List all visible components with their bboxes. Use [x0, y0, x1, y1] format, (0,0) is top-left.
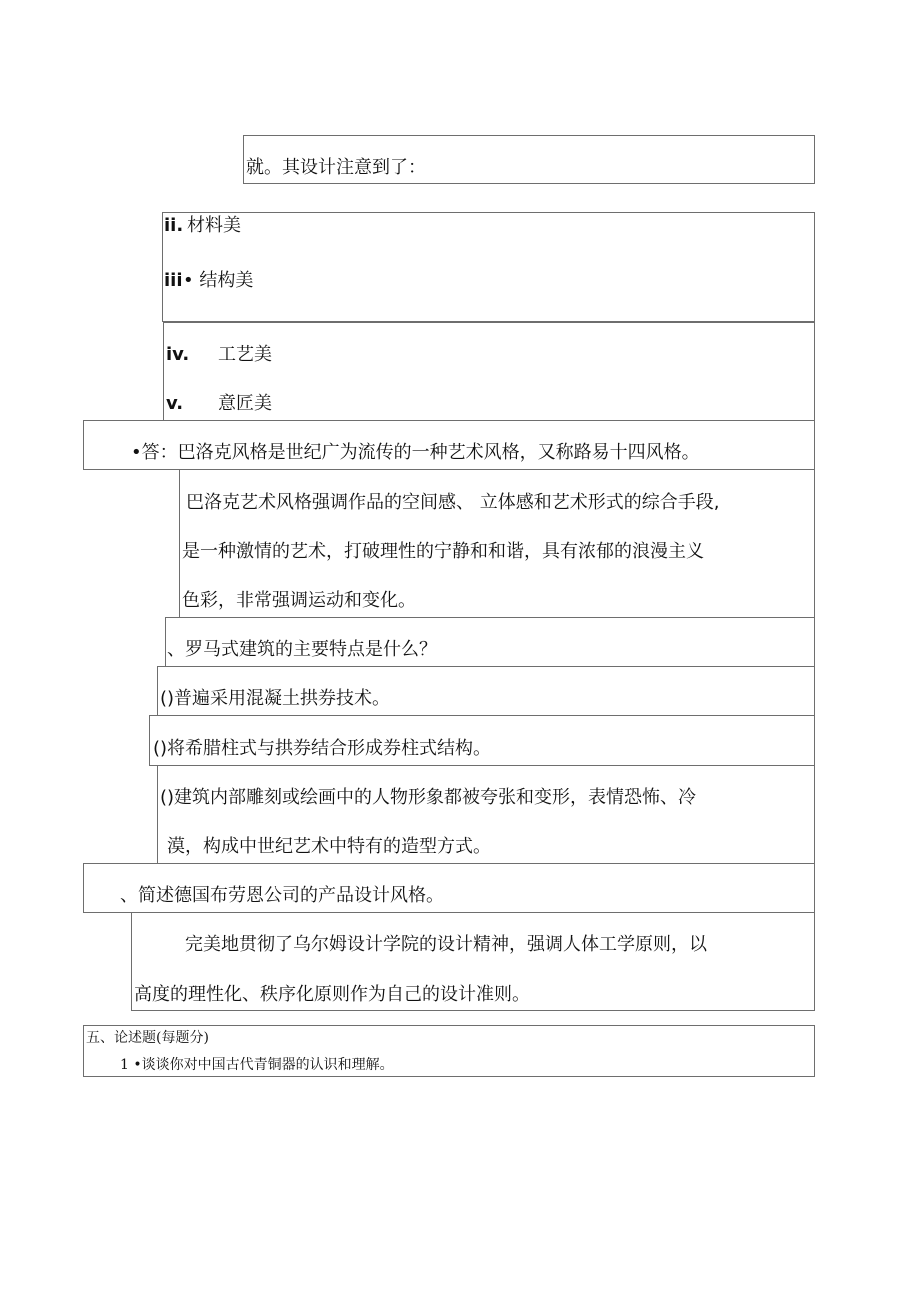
section-5-heading: 五、论述题(每题分) — [86, 1030, 209, 1046]
roman-question: 、罗马式建筑的主要特点是什么？ — [167, 639, 437, 660]
list-item-v: 意匠美 — [218, 393, 272, 414]
braun-answer-line-1: 完美地贯彻了乌尔姆设计学院的设计精神，强调人体工学原则，以 — [185, 934, 707, 955]
baroque-answer-line-4: 色彩，非常强调运动和变化。 — [182, 590, 416, 611]
list-number-iii: iii — [164, 270, 183, 291]
list-item-iii: • 结构美 — [183, 270, 254, 291]
roman-point-3-line-2: 漠，构成中世纪艺术中特有的造型方式。 — [167, 836, 491, 857]
roman-point-3-line-1: ()建筑内部雕刻或绘画中的人物形象都被夸张和变形，表情恐怖、冷 — [160, 787, 697, 808]
list-number-ii: ii. — [164, 215, 184, 236]
intro-text: 就。其设计注意到了： — [246, 157, 426, 178]
roman-point-2: ()将希腊柱式与拱券结合形成券柱式结构。 — [153, 738, 492, 759]
section-5-item-1: 1 •谈谈你对中国古代青铜器的认识和理解。 — [120, 1057, 394, 1073]
braun-question: 、简述德国布劳恩公司的产品设计风格。 — [120, 885, 444, 906]
box-list-upper — [162, 212, 815, 322]
braun-answer-line-2: 高度的理性化、秩序化原则作为自己的设计准则。 — [134, 984, 530, 1005]
roman-point-1: ()普遍采用混凝土拱券技术。 — [160, 688, 391, 709]
baroque-answer-line-2: 巴洛克艺术风格强调作品的空间感、 立体感和艺术形式的综合手段, — [186, 492, 720, 513]
list-item-ii: 材料美 — [187, 215, 241, 236]
list-number-v: v. — [166, 393, 184, 414]
list-number-iv: iv. — [166, 344, 190, 365]
list-item-iv: 工艺美 — [218, 344, 272, 365]
baroque-answer-line-3: 是一种激情的艺术，打破理性的宁静和和谐，具有浓郁的浪漫主义 — [182, 541, 704, 562]
baroque-answer-line-1: •答：巴洛克风格是世纪广为流传的一种艺术风格，又称路易十四风格。 — [131, 442, 700, 463]
